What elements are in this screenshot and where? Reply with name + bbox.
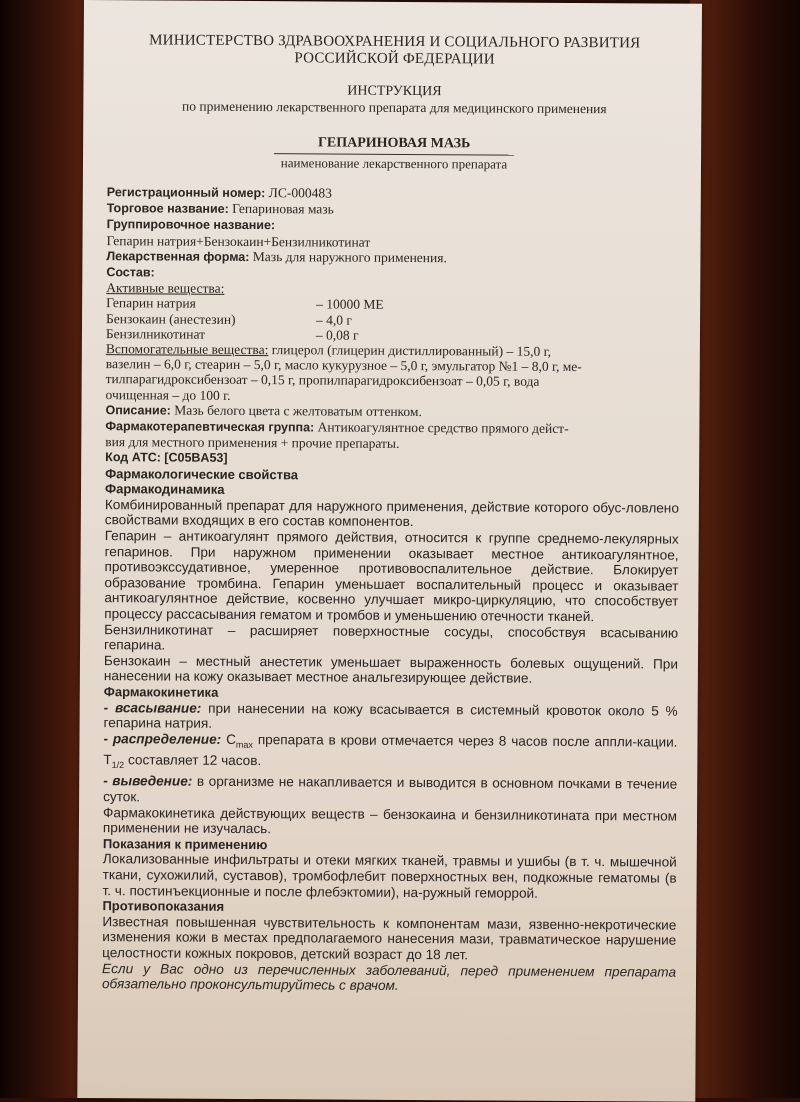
atc-value: [C05BA53] (164, 450, 228, 466)
auxiliary-value: очищенная – до 100 г. (105, 386, 231, 403)
pharm-group-value: Антикоагулянтное средство прямого дейст- (317, 419, 569, 437)
paragraph (103, 774, 677, 809)
elimination-label: - выведение: (103, 773, 193, 790)
atc-label: Код АТС: (105, 450, 161, 465)
distribution-text: препарата в крови отмечается через 8 часов после аппли-кации. T (103, 731, 678, 768)
substance-name: Бензилникотинат (105, 325, 206, 342)
pharm-group-label: Фармакотерапевтическая группа: (105, 419, 315, 435)
reg-value: ЛС-000483 (268, 185, 332, 201)
section-heading: Показания к применению (102, 835, 268, 852)
paragraph: Бензокаин – местный анестетик уменьшает выраженность болевых ощущений. При нанесении на кожу оказывает местное анальгезирующее действие. (103, 652, 679, 687)
distribution-text: C (226, 731, 236, 747)
section-heading: Противопоказания (102, 898, 225, 914)
substance-amount: – 4,0 г (316, 312, 353, 328)
background-right (690, 0, 800, 1098)
drug-name: ГЕПАРИНОВАЯ МАЗЬ (317, 135, 471, 152)
paragraph (103, 731, 677, 777)
active-substances-label: Активные вещества: (106, 280, 225, 297)
absorption-label: - всасывание: (103, 699, 202, 716)
description-value: Мазь белого цвета с желтоватым оттенком. (174, 402, 422, 419)
instruction-subtitle: по применению лекарственного препарата для медицинского применения (181, 98, 607, 117)
leaflet-body (102, 466, 679, 996)
ministry-header (108, 32, 682, 70)
paragraph: Гепарин – антикоагулянт прямого действия, относится к группе среднемо-лекулярных гепаринов. При наружном применении оказывает местное антикоагулянтное, противоэкссудативное, умеренное противовоспалительное действие. Блокирует образование тромбина. Гепарин уменьшает воспалительный процесс и оказывает антикоагулянтное действие, косвенно улучшает микро-циркуляцию, что способствует процессу рассасывания гематом и тромбов и уменьшению отечности тканей. (104, 528, 679, 625)
auxiliary-value: вазелин – 6,0 г, стеарин – 5,0 г, масло кукурузное – 5,0 г, эмульгатор №1 – 8,0 г, ме- (105, 356, 582, 375)
trade-label: Торговое название: (106, 201, 229, 217)
section-heading: Фармакодинамика (104, 481, 225, 498)
elimination-text: в организме не накапливается и выводится в основном почками в течение суток. (103, 774, 678, 805)
paragraph: Известная повышенная чувствительность к компонентам мази, язвенно-некротические изменения кожи в местах предполагаемого нанесения мази, травматическое нарушение целостности кожных покровов, детский возраст до 18 лет. (102, 913, 677, 963)
auxiliary-label: Вспомогательные вещества: (105, 341, 269, 358)
description-label: Описание: (105, 402, 171, 418)
substance-amount: – 0,08 г (315, 327, 359, 343)
ministry-line-1: МИНИСТЕРСТВО ЗДРАВООХРАНЕНИЯ И СОЦИАЛЬНОГО РАЗВИТИЯ (149, 32, 641, 52)
cmax-subscript: max (235, 739, 253, 750)
paragraph: Локализованные инфильтраты и отеки мягких тканей, травмы и ушибы (в т. ч. мышечной ткани, сухожилий, суставов), тромбофлебит поверхностных вен, подкожные гематомы (в т. ч. постинъекционные и после флебэктомии), на-ружный геморрой. (102, 851, 677, 901)
pharm-group-value: вия для местного применения + прочие препараты. (105, 434, 400, 452)
auxiliary-value: глицерол (глицерин дистиллированный) – 15,0 г, (271, 342, 552, 359)
distribution-label: - распределение: (103, 730, 222, 747)
paragraph (104, 700, 678, 735)
instruction-title: ИНСТРУКЦИЯ (347, 83, 442, 100)
warning-note: Если у Вас одно из перечисленных заболеваний, перед применением препарата обязательно проконсультируйтесь с врачом. (101, 960, 677, 994)
substance-amount: – 10000 МЕ (316, 296, 384, 313)
substance-name: Гепарин натрия (106, 295, 196, 312)
registration-block (105, 184, 681, 469)
paragraph: Комбинированный препарат для наружного применения, действие которого обус-ловлено свойствами входящих в его состав компонентов. (104, 496, 679, 530)
paragraph: Фармакокинетика действующих веществ – бензокаина и бензилникотината при местном применении не изучалась. (102, 804, 678, 837)
ministry-line-2: РОССИЙСКОЙ ФЕДЕРАЦИИ (294, 50, 495, 68)
absorption-text: при нанесении на кожу всасывается в системный кровоток около 5 % гепарина натрия. (103, 700, 678, 731)
trade-value: Гепариновая мазь (232, 201, 334, 217)
composition-label: Состав: (106, 265, 155, 280)
form-label: Лекарственная форма: (106, 248, 250, 264)
half-life-subscript: 1/2 (111, 759, 125, 771)
group-value: Гепарин натрия+Бензокаин+Бензилникотинат (106, 232, 371, 250)
section-heading: Фармакокинетика (103, 684, 219, 700)
distribution-text: составляет 12 часов. (127, 752, 262, 769)
auxiliary-value: тилпарагидроксибензоат – 0,15 г, пропилпарагидроксибензоат – 0,05 г, вода (105, 371, 540, 390)
section-heading: Фармакологические свойства (105, 465, 299, 482)
drug-name-caption: наименование лекарственного препарата (274, 153, 514, 171)
group-label: Группировочное название: (106, 217, 276, 233)
instruction-leaflet (77, 0, 702, 1102)
substance-name: Бензокаин (анестезин) (106, 310, 236, 327)
form-value: Мазь для наружного применения. (252, 248, 447, 266)
leaflet-content (102, 18, 682, 995)
reg-label: Регистрационный номер: (106, 185, 266, 201)
paragraph: Бензилникотинат – расширяет поверхностные сосуды, способствуя всасыванию гепарина. (104, 621, 679, 653)
background-left (0, 0, 90, 1098)
